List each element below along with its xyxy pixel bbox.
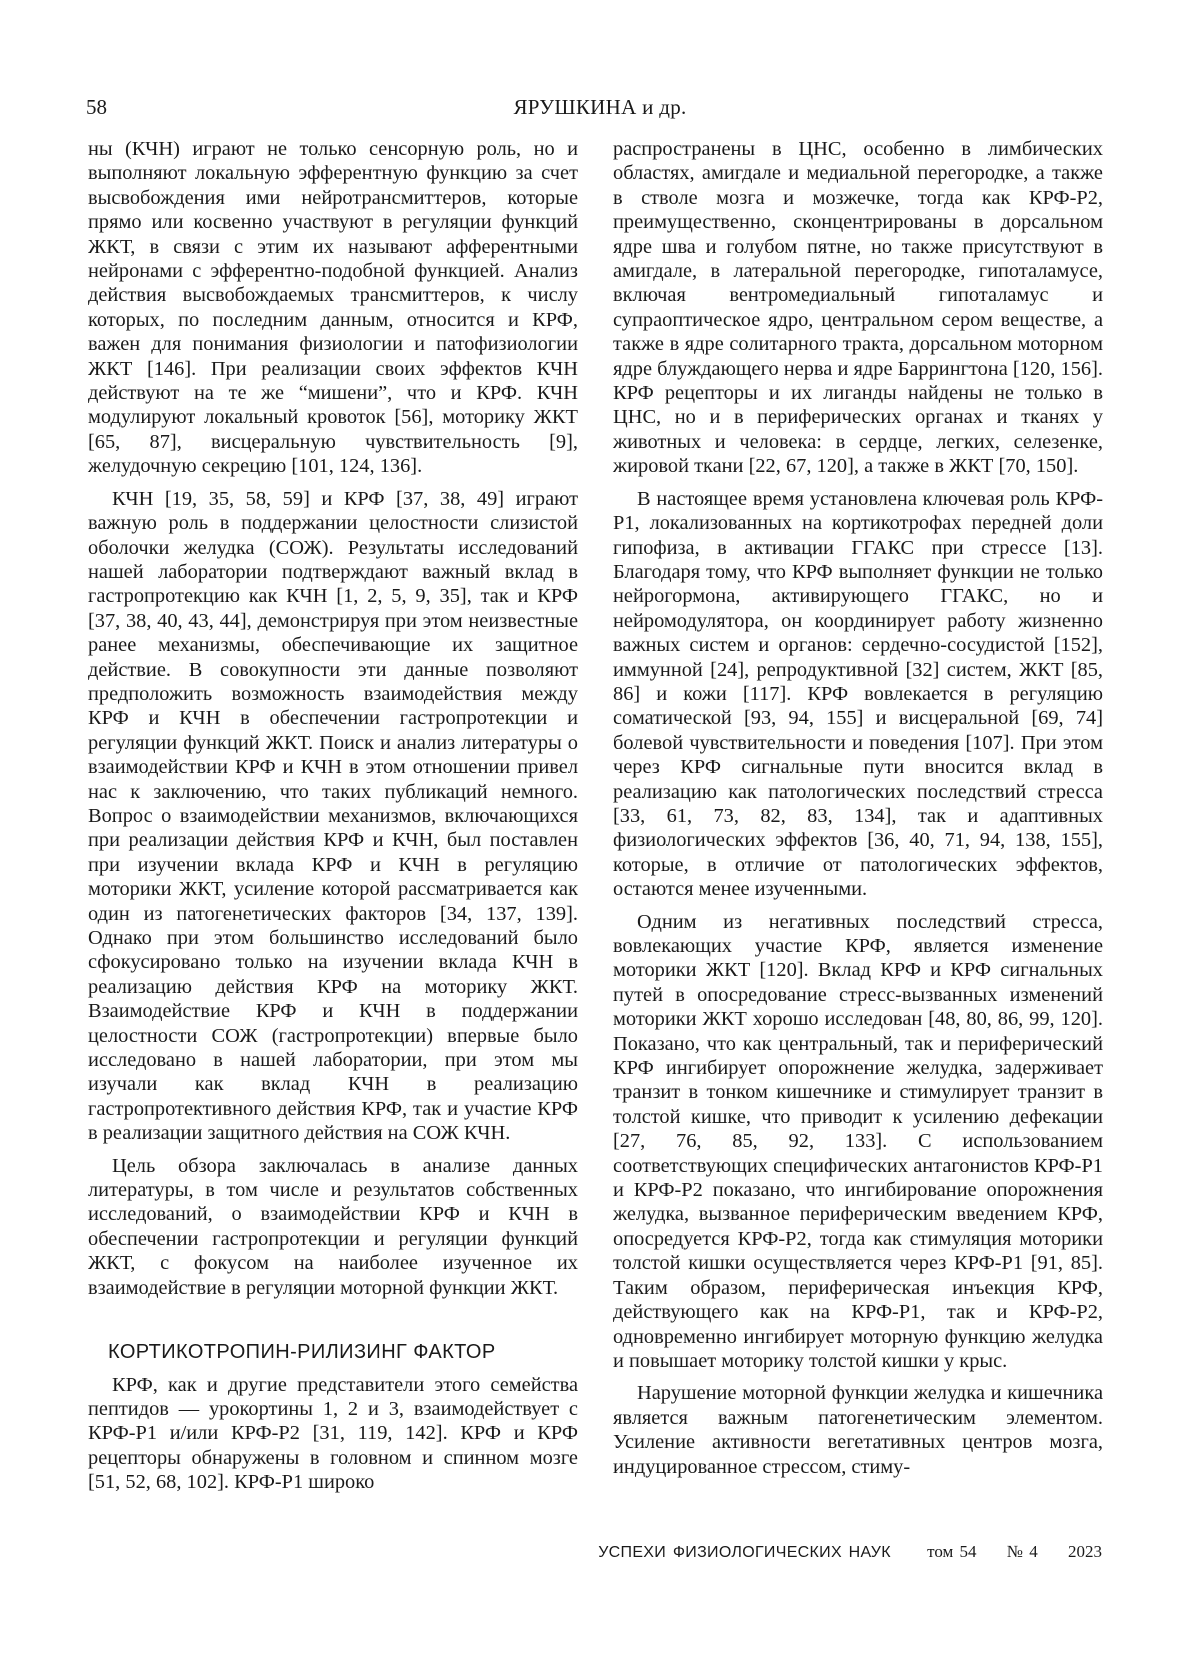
year: 2023 — [1068, 1542, 1102, 1561]
paragraph: КРФ, как и другие представители этого семейства пептидов — урокортины 1, 2 и 3, взаимодействует с КРФ-Р1 и/или КРФ-Р2 [31, 119, 142]. КРФ и КРФ рецепторы обнаружены в головном и спинном мозге [51, 52, 68, 102]. КРФ-Р1 широко — [88, 1373, 578, 1495]
page-number: 58 — [86, 95, 107, 120]
paragraph: Нарушение моторной функции желудка и кишечника является важным патогенетическим элементом. Усиление активности вегетативных центров мозга, индуцированное стрессом, стиму- — [613, 1381, 1103, 1479]
volume: том 54 — [927, 1542, 976, 1561]
section-heading: КОРТИКОТРОПИН-РИЛИЗИНГ ФАКТОР — [88, 1340, 578, 1364]
paragraph: распространены в ЦНС, особенно в лимбических областях, амигдале и медиальной перегородке, а также в стволе мозга и мозжечке, тогда как КРФ-Р2, преимущественно, сконцентрированы в дорсальном ядре шва и голубом пятне, но также присутствуют в амигдале, в латеральной перегородке, гипоталамусе, включая вентромедиальный гипоталамус и супраоптическое ядро, центральном сером веществе, а также в ядре солитарного тракта, дорсальном моторном ядре блуждающего нерва и ядре Баррингтона [120, 156]. КРФ рецепторы и их лиганды найдены не только в ЦНС, но и в периферических органах и тканях у животных и человека: в сердце, легких, селезенке, жировой ткани [22, 67, 120], а также в ЖКТ [70, 150]. — [613, 137, 1103, 479]
running-title: ЯРУШКИНА и др. — [0, 95, 1200, 120]
right-column — [613, 137, 1103, 1487]
left-column — [88, 137, 578, 1503]
footer — [598, 1542, 1102, 1562]
paragraph: В настоящее время установлена ключевая роль КРФ-Р1, локализованных на кортикотрофах передней доли гипофиза, в активации ГГАКС при стрессе [13]. Благодаря тому, что КРФ выполняет функции не только нейрогормона, активирующего ГГАКС, но и нейромодулятора, он координирует работу жизненно важных систем и органов: сердечно-сосудистой [152], иммунной [24], репродуктивной [32] систем, ЖКТ [85, 86] и кожи [117]. КРФ вовлекается в регуляцию соматической [93, 94, 155] и висцеральной [69, 74] болевой чувствительности и поведения [107]. При этом через КРФ сигнальные пути вносится вклад в реализацию как патологических последствий стресса [33, 61, 73, 82, 83, 134], так и адаптивных физиологических эффектов [36, 40, 71, 94, 138, 155], которые, в отличие от патологических эффектов, остаются менее изученными. — [613, 487, 1103, 902]
issue: № 4 — [1007, 1542, 1038, 1561]
paragraph: Цель обзора заключалась в анализе данных литературы, в том числе и результатов собственных исследований, о взаимодействии КРФ и КЧН в обеспечении гастропротекции и регуляции функций ЖКТ, с фокусом на наиболее изученное их взаимодействие в регуляции моторной функции ЖКТ. — [88, 1154, 578, 1300]
paragraph: ны (КЧН) играют не только сенсорную роль, но и выполняют локальную эфферентную функцию за счет высвобождения ими нейротрансмиттеров, которые прямо или косвенно участвуют в регуляции функций ЖКТ, в связи с этим их называют афферентными нейронами с эфферентно-подобной функцией. Анализ действия высвобождаемых трансмиттеров, к числу которых, по последним данным, относится и КРФ, важен для понимания физиологии и патофизиологии ЖКТ [146]. При реализации своих эффектов КЧН действуют на те же “мишени”, что и КРФ. КЧН модулируют локальный кровоток [56], моторику ЖКТ [65, 87], висцеральную чувствительность [9], желудочную секрецию [101, 124, 136]. — [88, 137, 578, 479]
paragraph: Одним из негативных последствий стресса, вовлекающих участие КРФ, является изменение моторики ЖКТ [120]. Вклад КРФ и КРФ сигнальных путей в опосредование стресс-вызванных изменений моторики ЖКТ хорошо исследован [48, 80, 86, 99, 120]. Показано, что как центральный, так и периферический КРФ ингибирует опорожнение желудка, задерживает транзит в тонком кишечнике и стимулирует транзит в толстой кишке, что приводит к усилению дефекации [27, 76, 85, 92, 133]. С использованием соответствующих специфических антагонистов КРФ-Р1 и КРФ-Р2 показано, что ингибирование опорожнения желудка, вызванное периферическим введением КРФ, опосредуется КРФ-Р2, тогда как стимуляция моторики толстой кишки осуществляется через КРФ-Р1 [91, 85]. Таким образом, периферическая инъекция КРФ, действующего как на КРФ-Р1, так и КРФ-Р2, одновременно ингибирует моторную функцию желудка и повышает моторику толстой кишки у крыс. — [613, 910, 1103, 1374]
paragraph: КЧН [19, 35, 58, 59] и КРФ [37, 38, 49] играют важную роль в поддержании целостности слизистой оболочки желудка (СОЖ). Результаты исследований нашей лаборатории подтверждают важный вклад в гастропротекцию как КЧН [1, 2, 5, 9, 35], так и КРФ [37, 38, 40, 43, 44], демонстрируя при этом неизвестные ранее механизмы, обеспечивающие их защитное действие. В совокупности эти данные позволяют предположить возможность взаимодействия между КРФ и КЧН в обеспечении гастропротекции и регуляции функций ЖКТ. Поиск и анализ литературы о взаимодействии КРФ и КЧН в этом отношении привел нас к заключению, что таких публикаций немного. Вопрос о взаимодействии механизмов, включающихся при реализации действия КРФ и КЧН, был поставлен при изучении вклада КРФ и КЧН в регуляцию моторики ЖКТ, усиление которой рассматривается как один из патогенетических факторов [34, 137, 139]. Однако при этом большинство исследований было сфокусировано только на изучении вклада КЧН в реализацию действия КРФ на моторику ЖКТ. Взаимодействие КРФ и КЧН в поддержании целостности СОЖ (гастропротекции) впервые было исследовано в нашей лаборатории, при этом мы изучали как вклад КЧН в реализацию гастропротективного действия КРФ, так и участие КРФ в реализации защитного действия на СОЖ КЧН. — [88, 487, 578, 1146]
journal-name: УСПЕХИ ФИЗИОЛОГИЧЕСКИХ НАУК — [598, 1544, 891, 1561]
